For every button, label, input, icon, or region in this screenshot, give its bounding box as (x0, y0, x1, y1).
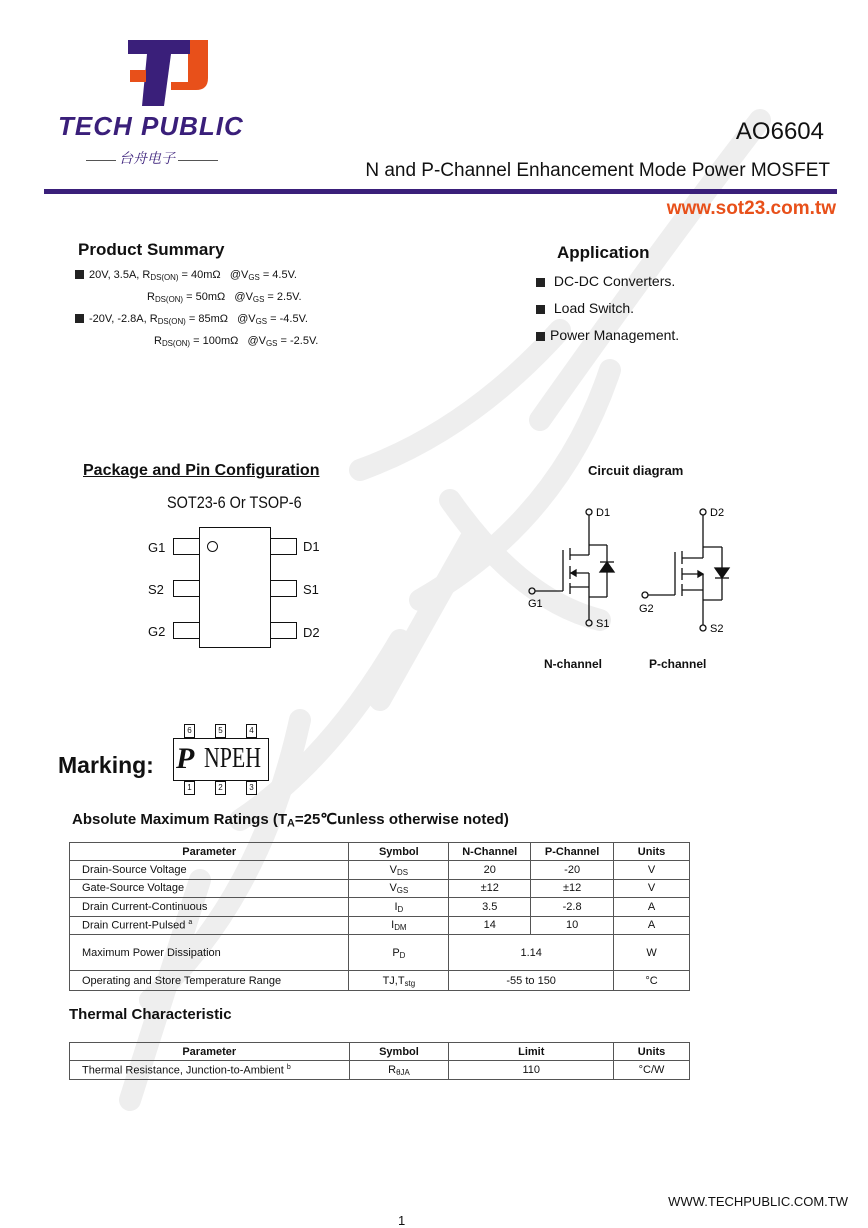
limit-cell: 110 (449, 1061, 614, 1080)
brand-subtitle: 台舟电子 (116, 151, 178, 168)
pin-label: G2 (148, 624, 166, 639)
col-header: Parameter (70, 1043, 350, 1061)
marking-pin: 4 (246, 724, 257, 738)
application-list (536, 268, 679, 349)
summary-line: -20V, -2.8A, $R_{DS(ON)} = 85m\Omega$ $@V_{GS} = -4.5V$. (75, 308, 318, 330)
param-cell: Drain-Source Voltage (70, 861, 349, 880)
table-row (70, 971, 690, 991)
pin-label: G1 (148, 540, 166, 555)
col-header: Symbol (349, 843, 449, 861)
thermal-title: Thermal Characteristic (69, 1006, 232, 1023)
p-channel-cell: 10 (531, 916, 614, 935)
p-channel-mosfet-symbol (642, 509, 729, 631)
circuit-diagram (510, 490, 750, 640)
marking-pin: 6 (184, 724, 195, 738)
col-header: Symbol (349, 1043, 449, 1061)
list-item: DC-DC Converters. (536, 268, 679, 295)
col-header: Limit (449, 1043, 614, 1061)
p-channel-cell: -2.8 (531, 898, 614, 917)
marking-logo: P (176, 742, 195, 775)
part-number: AO6604 (735, 118, 824, 145)
pin-label: D2 (303, 625, 320, 640)
pin-label: D1 (303, 539, 320, 554)
summary-line: 20V, 3.5A, $R_{DS(ON)} = 40m\Omega$ $@V_{GS} = 4.5V$. (75, 264, 318, 286)
value-cell: -55 to 150 (449, 971, 614, 991)
package-title: Package and Pin Configuration (83, 462, 320, 479)
pin-s1-label: S1 (596, 618, 610, 630)
units-cell: V (614, 861, 690, 880)
param-cell: Gate-Source Voltage (70, 879, 349, 898)
tp-logo-mark (58, 38, 243, 108)
units-cell: °C/W (614, 1061, 690, 1080)
document-subtitle: N and P-Channel Enhancement Mode Power MOSFET (365, 160, 830, 181)
summary-line: $R_{DS(ON)} = 100m\Omega$ $@V_{GS} = -2.5V$. (154, 335, 319, 348)
marking-pin: 5 (215, 724, 226, 738)
marking-pin: 2 (215, 781, 226, 795)
pin-d2-label: D2 (710, 507, 725, 519)
n-channel-label: N-channel (544, 657, 603, 671)
pin-label: S1 (303, 582, 319, 597)
pin-g2-label: G2 (639, 603, 654, 615)
col-header: Units (614, 1043, 690, 1061)
table-row (70, 898, 690, 917)
pin-label: S2 (148, 582, 164, 597)
col-header: Parameter (70, 843, 349, 861)
symbol-cell: $P_D$ (349, 935, 449, 971)
header-rule (44, 189, 837, 194)
footer-website: WWW.TECHPUBLIC.COM.TW (668, 1194, 848, 1209)
marking-pin: 3 (246, 781, 257, 795)
page-number: 1 (398, 1213, 406, 1228)
symbol-cell: $I_D$ (349, 898, 449, 917)
marking-label: Marking: (58, 752, 154, 778)
n-channel-cell: ±12 (449, 879, 531, 898)
table-row (70, 935, 690, 971)
logo (58, 38, 243, 170)
symbol-cell: $V_{DS}$ (349, 861, 449, 880)
param-cell: Operating and Store Temperature Range (70, 971, 349, 991)
application-title: Application (557, 243, 650, 262)
marking-chip (173, 738, 269, 781)
bullet-icon (75, 270, 84, 279)
product-summary-list (75, 264, 318, 352)
symbol-cell: $V_{GS}$ (349, 879, 449, 898)
n-channel-cell: 14 (449, 916, 531, 935)
pin-g1-label: G1 (528, 598, 543, 610)
units-cell: °C (614, 971, 690, 991)
units-cell: W (614, 935, 690, 971)
table-row (70, 1061, 690, 1080)
value-cell: 1.14 (449, 935, 614, 971)
param-cell: Thermal Resistance, Junction-to-Ambient $^b$ (70, 1061, 350, 1080)
col-header: Units (614, 843, 690, 861)
p-channel-cell: -20 (531, 861, 614, 880)
abs-max-title: Absolute Maximum Ratings ($T_A=25℃unless$ otherwise noted) (72, 811, 509, 830)
marking-code: NPEH (204, 743, 262, 774)
marking-pin: 1 (184, 781, 195, 795)
list-item: Load Switch. (536, 295, 679, 322)
param-cell: Drain Current-Continuous (70, 898, 349, 917)
summary-line: $R_{DS(ON)} = 50m\Omega$ $@V_{GS} = 2.5V$. (147, 291, 302, 304)
table-row (70, 861, 690, 880)
bullet-icon (75, 314, 84, 323)
param-cell: Drain Current-Pulsed $^a$ (70, 916, 349, 935)
col-header: P-Channel (531, 843, 614, 861)
table-row (70, 916, 690, 935)
units-cell: A (614, 898, 690, 917)
p-channel-label: P-channel (649, 657, 707, 671)
table-row (70, 879, 690, 898)
pin-s2-label: S2 (710, 623, 724, 635)
units-cell: V (614, 879, 690, 898)
symbol-cell: $TJ,T_{stg}$ (349, 971, 449, 991)
pin-d1-label: D1 (596, 507, 611, 519)
list-item: Power Management. (536, 322, 679, 349)
symbol-cell: $I_{DM}$ (349, 916, 449, 935)
p-channel-cell: ±12 (531, 879, 614, 898)
param-cell: Maximum Power Dissipation (70, 935, 349, 971)
circuit-title: Circuit diagram (588, 463, 684, 478)
website-link[interactable]: www.sot23.com.tw (666, 198, 836, 219)
thermal-table (69, 1042, 690, 1080)
product-summary-title: Product Summary (78, 240, 225, 259)
col-header: N-Channel (449, 843, 531, 861)
n-channel-cell: 3.5 (449, 898, 531, 917)
package-type: SOT23-6 Or TSOP-6 (167, 493, 302, 512)
brand-name: TECH PUBLIC (58, 111, 244, 141)
abs-max-table (69, 842, 690, 991)
symbol-cell: $R_{\theta JA}$ (349, 1061, 449, 1080)
n-channel-cell: 20 (449, 861, 531, 880)
units-cell: A (614, 916, 690, 935)
